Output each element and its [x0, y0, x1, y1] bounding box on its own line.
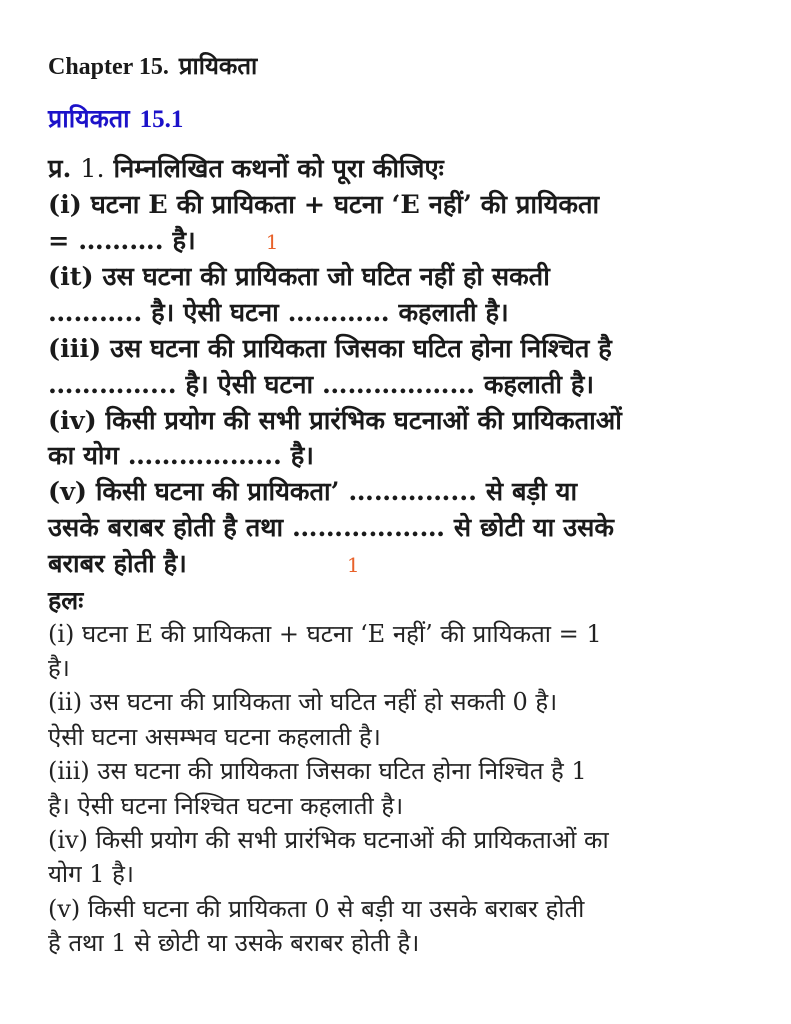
solution-line: (iv) किसी प्रयोग की सभी प्रारंभिक घटनाओं की प्रायिकताओं का — [48, 826, 609, 854]
question-line: (iii) उस घटना की प्रायिकता जिसका घटित होना निश्चित है — [48, 333, 612, 364]
marks-badge: 1 — [346, 552, 360, 577]
solution-line: है तथा 1 से छोटी या उसके बराबर होती है। — [48, 929, 420, 958]
question-line: (iv) किसी प्रयोग की सभी प्रारंभिक घटनाओं की प्रायिकताओं — [48, 405, 622, 436]
section-heading — [48, 101, 751, 138]
chapter-heading — [48, 48, 751, 85]
solution-block — [48, 617, 751, 961]
section-number: 15.1 — [139, 106, 184, 133]
marks-badge: 1 — [265, 229, 279, 254]
question-line: = ………. है। 1 — [48, 225, 279, 256]
solution-heading: हलः — [48, 585, 84, 615]
question-prefix: प्र. — [48, 154, 72, 184]
question-line: बराबर होती है। 1 — [48, 548, 360, 579]
question-line: (i) घटना E की प्रायिकता + घटना ‘E नहीं’ की प्रायिकता — [48, 189, 600, 220]
solution-line: (i) घटना E की प्रायिकता + घटना ‘E नहीं’ की प्रायिकता = 1 — [48, 619, 602, 648]
solution-line: (ii) उस घटना की प्रायिकता जो घटित नहीं हो सकती 0 है। — [48, 688, 558, 717]
question-line: ……….. है। ऐसी घटना ………… कहलाती है। — [48, 298, 509, 329]
section-title: प्रायिकता — [48, 104, 130, 133]
solution-line: (v) किसी घटना की प्रायिकता 0 से बड़ी या उसके बराबर होती — [48, 894, 585, 923]
solution-line: (iii) उस घटना की प्रायिकता जिसका घटित होना निश्चित है 1 — [48, 757, 587, 786]
question-line: प्र. 1. निम्नलिखित कथनों को पूरा कीजिएः — [48, 154, 444, 184]
solution-line: है। ऐसी घटना निश्चित घटना कहलाती है। — [48, 791, 404, 820]
chapter-label: Chapter 15. — [48, 54, 169, 80]
question-line: …………... है। ऐसी घटना ……………… कहलाती है। — [48, 369, 595, 400]
question-line: (it) उस घटना की प्रायिकता जो घटित नहीं हो सकती — [48, 262, 550, 293]
question-line: उसके बराबर होती है तथा ……………… से छोटी या उसके — [48, 512, 614, 543]
chapter-title: प्रायिकता — [178, 51, 258, 80]
solution-line: है। — [48, 653, 70, 682]
question-line: का योग ……………... है। — [48, 441, 314, 472]
solution-line: योग 1 है। — [48, 860, 135, 889]
solution-line: ऐसी घटना असम्भव घटना कहलाती है। — [48, 722, 381, 751]
question-block — [48, 152, 751, 584]
question-number: 1. — [80, 154, 105, 184]
question-line: (v) किसी घटना की प्रायिकता’ …………... से बड़ी या — [48, 477, 578, 508]
